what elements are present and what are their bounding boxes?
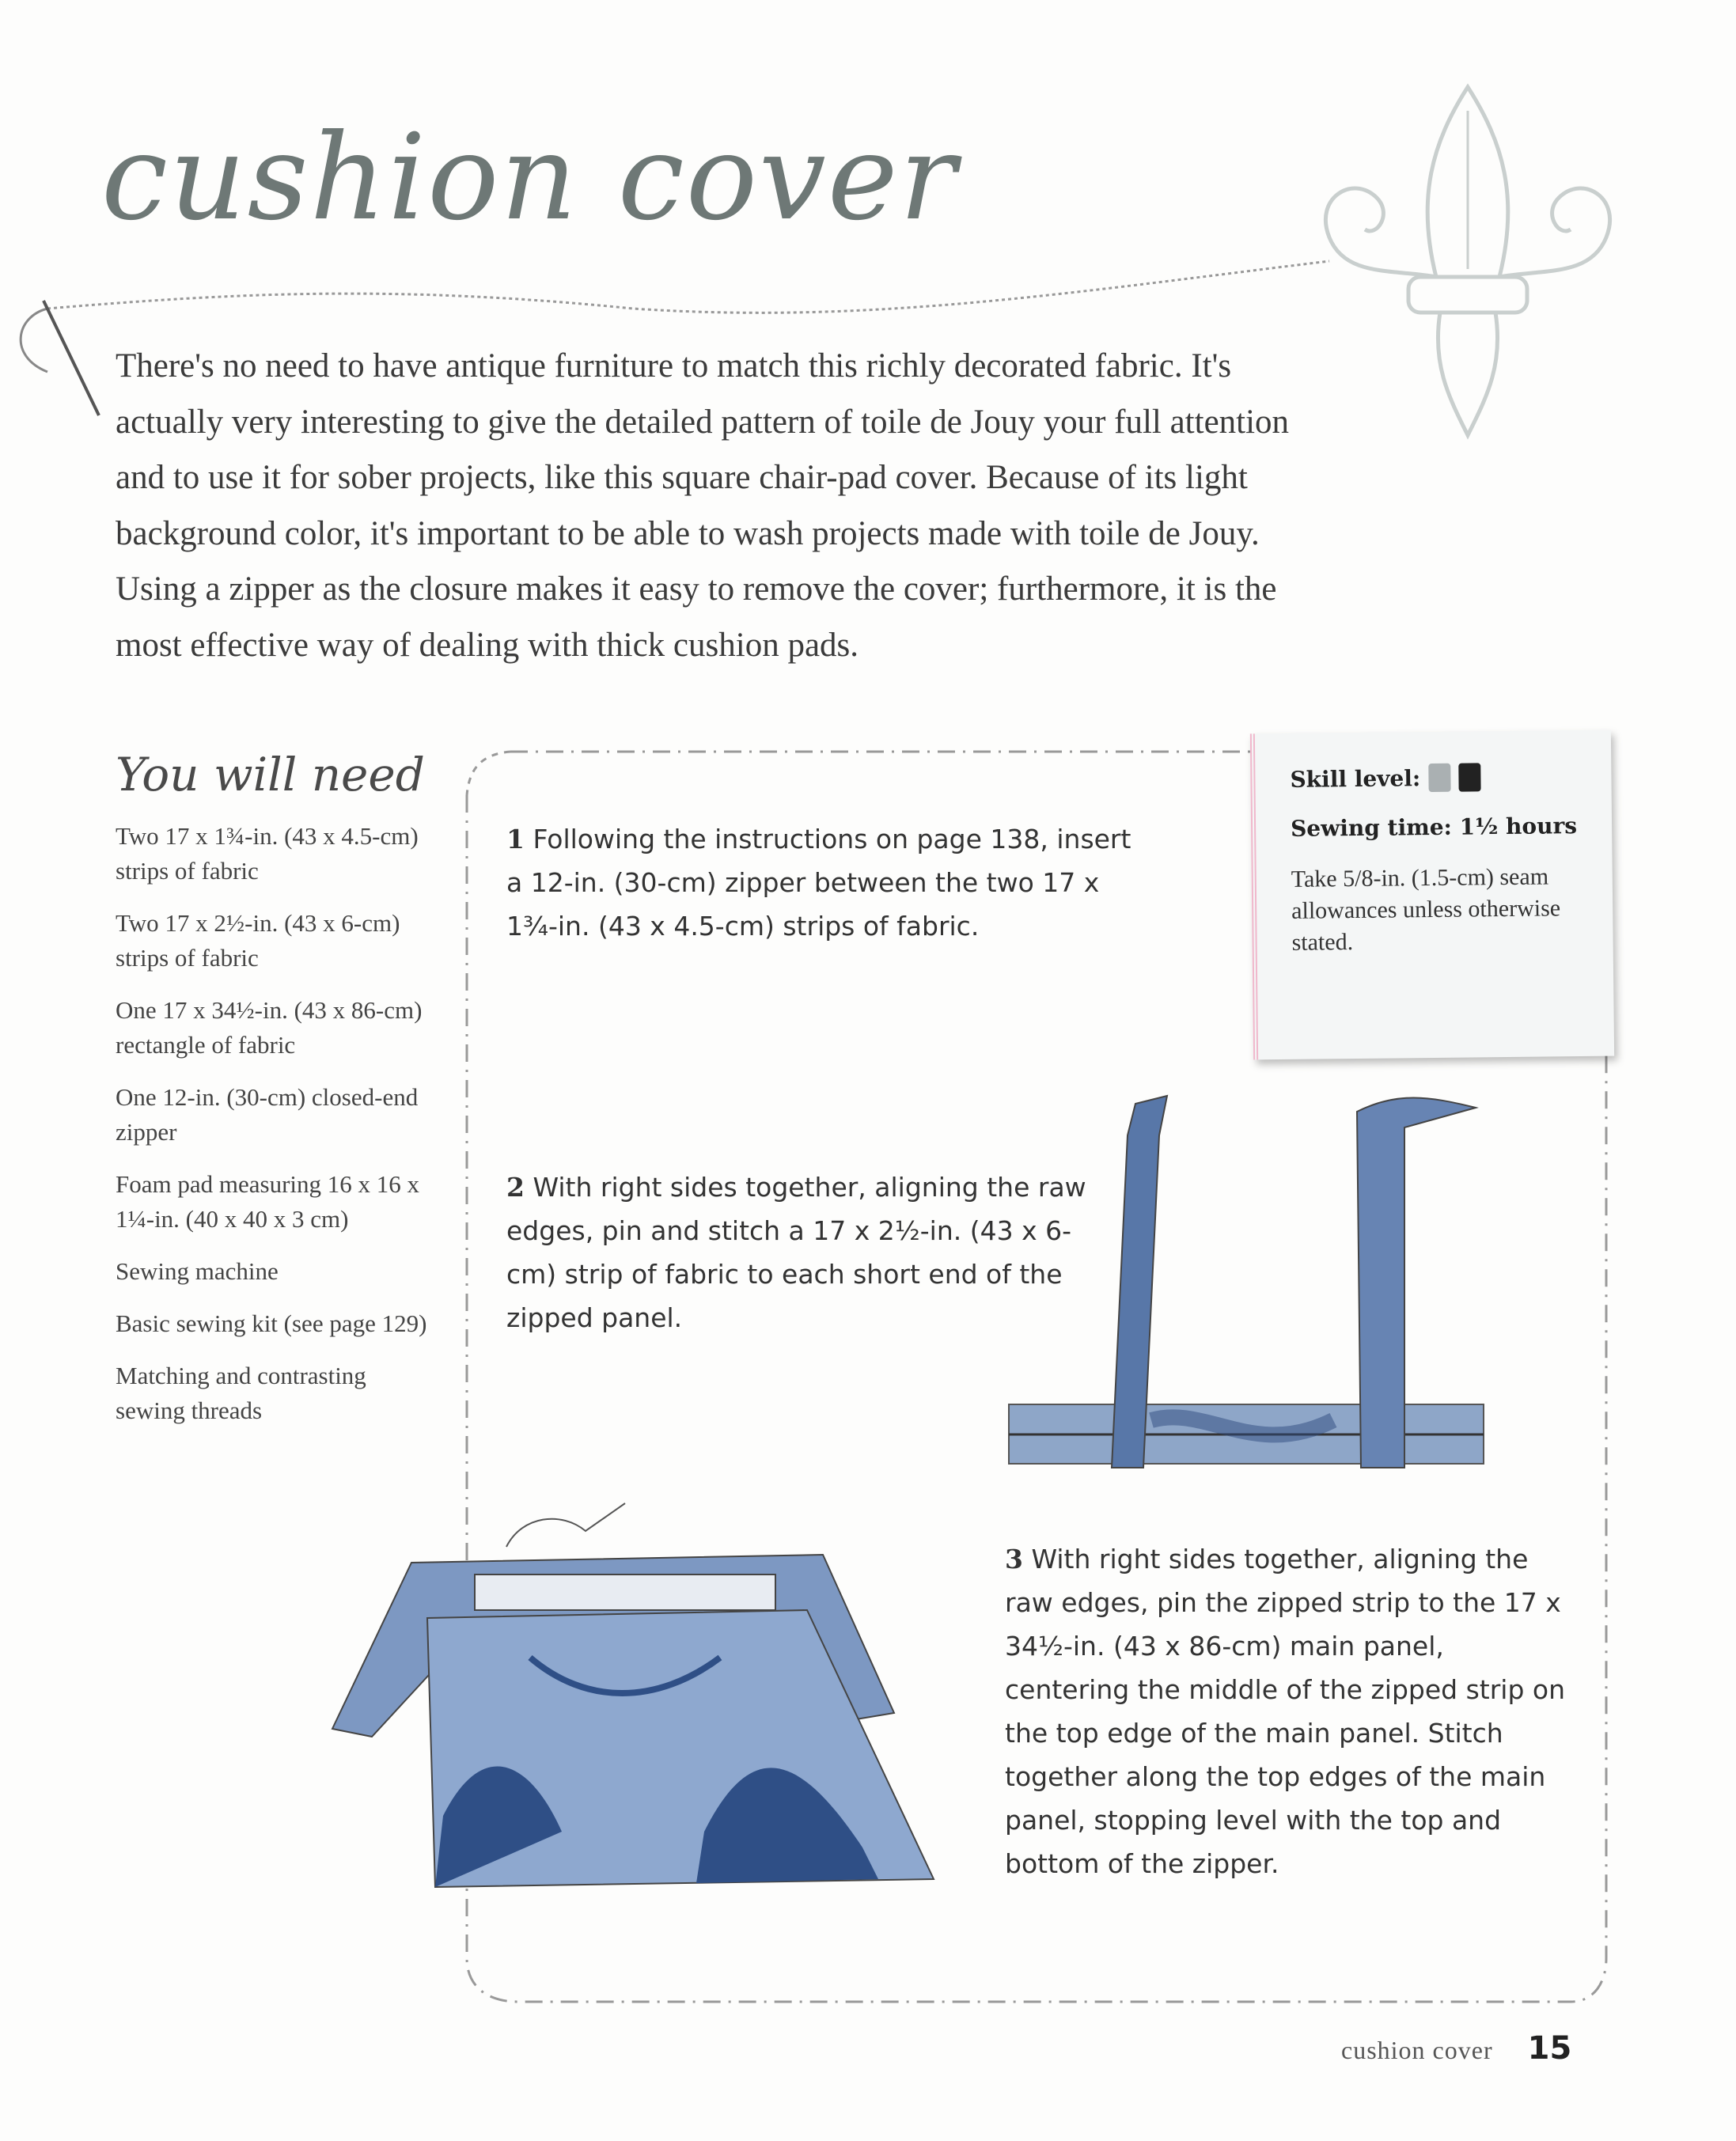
materials-item: Two 17 x 2½-in. (43 x 6-cm) strips of fabric (116, 909, 400, 972)
materials-item: Foam pad measuring 16 x 16 x 1¼-in. (40 x 40 x 3 cm) (116, 1170, 420, 1233)
you-will-need-heading: You will need (116, 748, 425, 801)
intro-paragraph: There's no need to have antique furniture to match this richly decorated fabric. It's actually very interesting to give the detailed pattern of toile de Jouy your full attention and to use it for sober projects, like this square chair-pad cover. Because of its light background color, it's important to be able to wash projects made with toile de Jouy. Using a zipper as the closure makes it easy to remove the cover; furthermore, it is the most effective way of dealing with thick cushion pads. (116, 347, 1290, 664)
materials-list (116, 819, 432, 1446)
materials-item: Two 17 x 1¾-in. (43 x 4.5-cm) strips of fabric (116, 822, 419, 885)
materials-item: Sewing machine (116, 1257, 279, 1285)
skill-level-card (1250, 730, 1614, 1060)
step-3: 3 With right sides together, aligning the raw edges, pin the zipped strip to the 17 x 34½-in. (43 x 86-cm) main panel, centering the middle of the zipped strip on the top edge of the main panel. Stitch together along the top edges of the main panel, stopping level with the top and bottom of the zipper. (1005, 1544, 1565, 1879)
seam-allowance-note: Take 5/8-in. (1.5-cm) seam allowances unless otherwise stated. (1291, 863, 1561, 956)
thread-spool-icon (1458, 763, 1480, 791)
thread-spool-icon (1428, 764, 1450, 792)
step-3-illustration (324, 1499, 949, 1903)
page-number: 15 (1527, 2030, 1572, 2067)
step-2-illustration (1001, 1088, 1499, 1491)
skill-level: Skill level: (1290, 762, 1587, 794)
page-footer (1341, 2030, 1571, 2067)
materials-item: One 17 x 34½-in. (43 x 86-cm) rectangle of fabric (116, 996, 423, 1059)
step-2: 2 With right sides together, aligning the raw edges, pin and stitch a 17 x 2½-in. (43 x 6-cm) strip of fabric to each short end of the zipped panel. (506, 1172, 1086, 1333)
sewing-time: Sewing time: 1½ hours (1290, 813, 1578, 842)
materials-item: Basic sewing kit (see page 129) (116, 1309, 427, 1337)
page-title: cushion cover (101, 109, 958, 247)
materials-item: Matching and contrasting sewing threads (116, 1362, 366, 1424)
running-footer: cushion cover (1341, 2036, 1493, 2064)
fleur-de-lis-decoration (1298, 79, 1638, 451)
step-1: 1 Following the instructions on page 138, insert a 12-in. (30-cm) zipper between the two 17 x 1¾-in. (43 x 4.5-cm) strips of fabric. (506, 824, 1131, 942)
materials-item: One 12-in. (30-cm) closed-end zipper (116, 1083, 419, 1146)
